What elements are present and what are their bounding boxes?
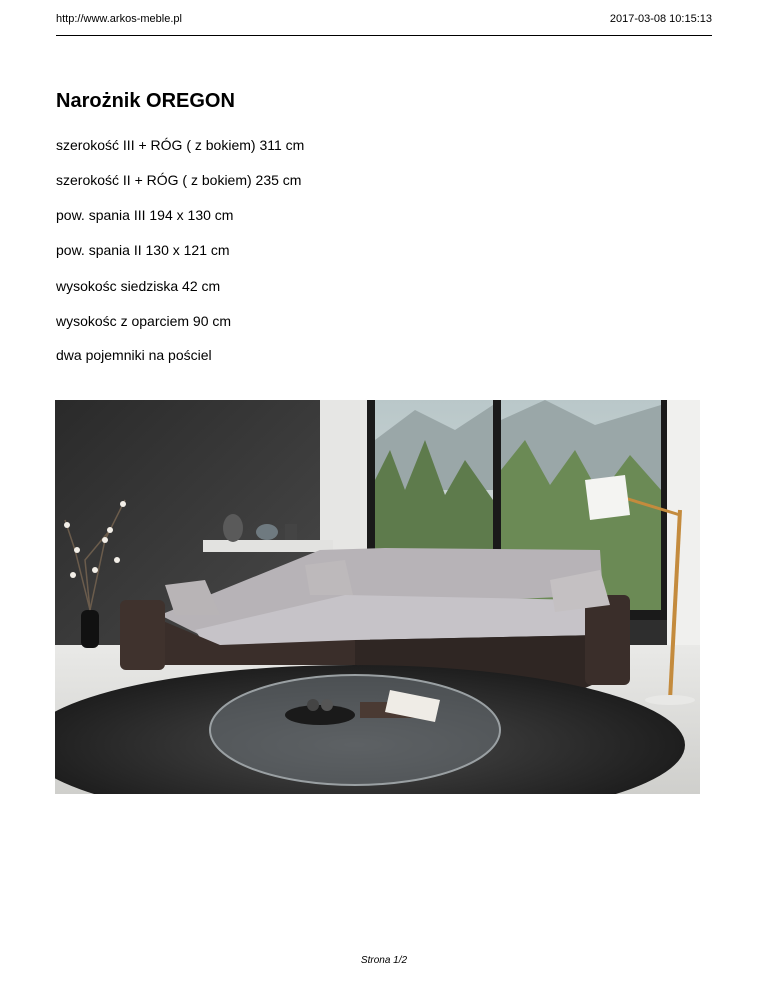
spec-width-ii: szerokość II + RÓG ( z bokiem) 235 cm [56, 172, 302, 188]
spec-seat-height: wysokośc siedziska 42 cm [56, 278, 221, 294]
print-timestamp: 2017-03-08 10:15:13 [609, 13, 712, 25]
spec-sleep-area-iii: pow. spania III 194 x 130 cm [56, 207, 234, 223]
spec-total-height: wysokośc z oparciem 90 cm [56, 313, 232, 329]
page-number: Strona 1/2 [360, 955, 408, 966]
page-header [56, 13, 712, 36]
product-photo [55, 400, 700, 794]
product-title: Narożnik OREGON [56, 90, 235, 112]
spec-sleep-area-ii: pow. spania II 130 x 121 cm [56, 242, 230, 258]
spec-width-iii: szerokość III + RÓG ( z bokiem) 311 cm [56, 137, 305, 153]
source-url[interactable]: http://www.arkos-meble.pl [56, 13, 182, 25]
spec-storage: dwa pojemniki na pościel [56, 347, 212, 363]
